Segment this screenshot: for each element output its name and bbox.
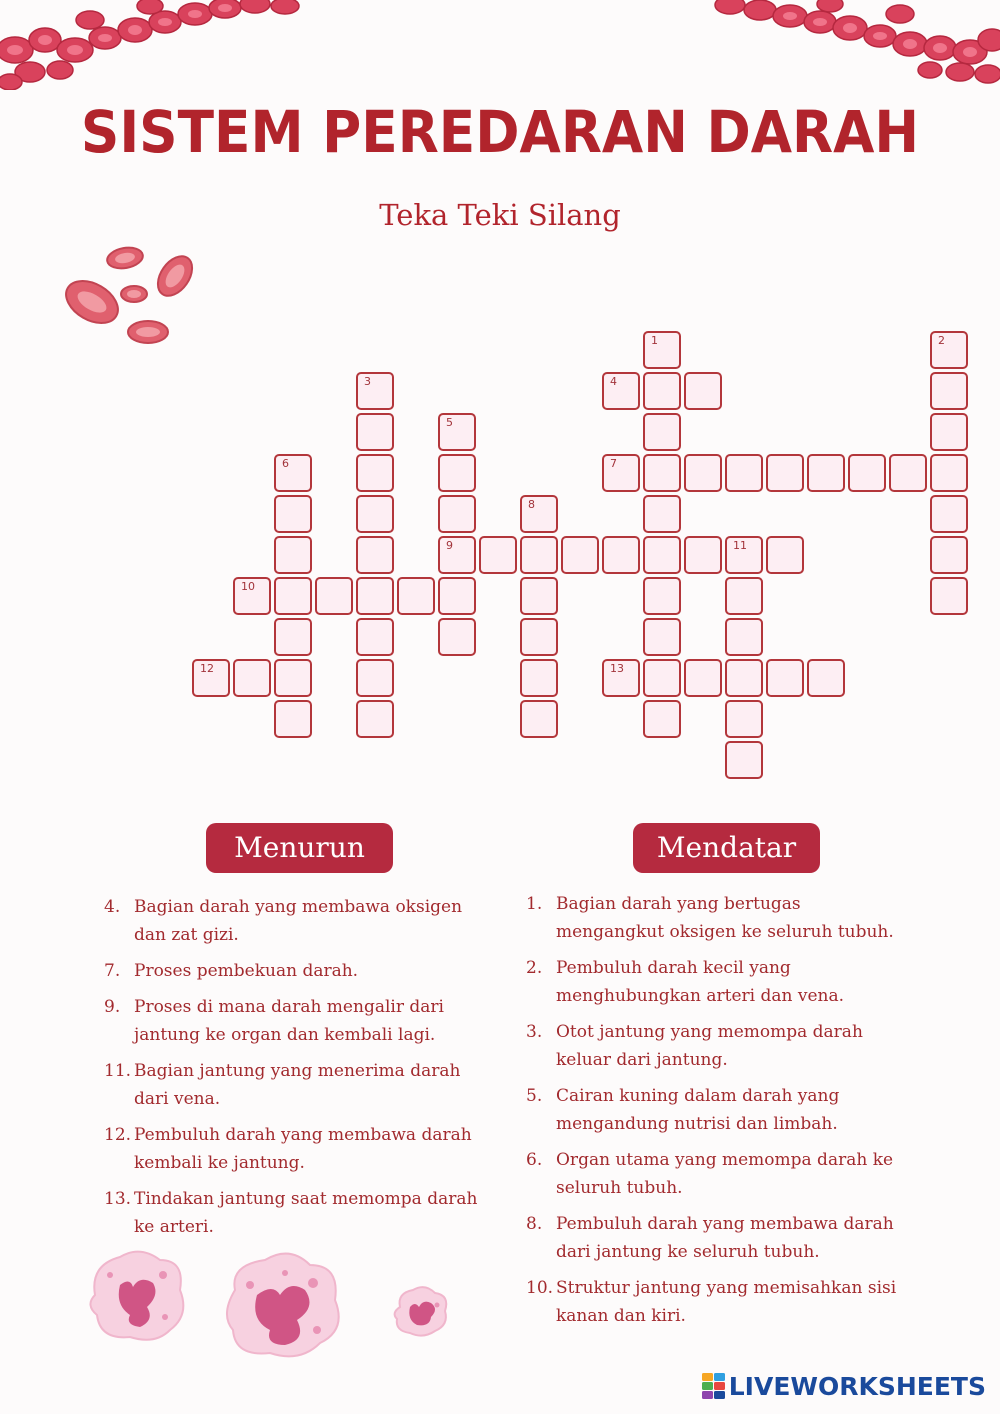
crossword-cell[interactable] bbox=[520, 659, 558, 697]
crossword-cell[interactable] bbox=[520, 495, 558, 533]
mendatar-clue-item bbox=[526, 1274, 906, 1330]
crossword-cell[interactable] bbox=[643, 659, 681, 697]
crossword-cell[interactable] bbox=[930, 372, 968, 410]
crossword-cell-number: 11 bbox=[733, 539, 747, 552]
menurun-clue-item bbox=[104, 957, 494, 985]
crossword-cell[interactable] bbox=[643, 536, 681, 574]
crossword-cell-number: 7 bbox=[610, 457, 617, 470]
clue-number: 7. bbox=[104, 961, 121, 981]
clue-text: Bagian darah yang membawa oksigen dan zat gizi. bbox=[134, 897, 463, 945]
clue-number: 13. bbox=[104, 1189, 132, 1209]
clue-text: Cairan kuning dalam darah yang mengandung nutrisi dan limbah. bbox=[556, 1086, 840, 1134]
menurun-clue-item bbox=[104, 993, 494, 1049]
clue-text: Bagian darah yang bertugas mengangkut oksigen ke seluruh tubuh. bbox=[556, 894, 894, 942]
crossword-cell[interactable] bbox=[602, 536, 640, 574]
clue-number: 6. bbox=[526, 1150, 543, 1170]
clue-text: Tindakan jantung saat memompa darah ke arteri. bbox=[134, 1189, 478, 1237]
crossword-cell[interactable] bbox=[356, 372, 394, 410]
crossword-cell[interactable] bbox=[725, 536, 763, 574]
crossword-cell[interactable] bbox=[520, 618, 558, 656]
crossword-cell[interactable] bbox=[438, 454, 476, 492]
mendatar-clue-item bbox=[526, 1146, 906, 1202]
crossword-cell[interactable] bbox=[479, 536, 517, 574]
page-title: SISTEM PEREDARAN DARAH bbox=[80, 98, 920, 166]
crossword-cell[interactable] bbox=[725, 577, 763, 615]
clue-text: Bagian jantung yang menerima darah dari vena. bbox=[134, 1061, 461, 1109]
crossword-cell[interactable] bbox=[274, 577, 312, 615]
crossword-cell[interactable] bbox=[520, 577, 558, 615]
crossword-cell-number: 1 bbox=[651, 334, 658, 347]
crossword-cell[interactable] bbox=[766, 659, 804, 697]
crossword-cell[interactable] bbox=[643, 577, 681, 615]
liveworksheets-logo bbox=[702, 1370, 986, 1402]
menurun-clue-list bbox=[104, 893, 494, 1249]
crossword-cell-number: 6 bbox=[282, 457, 289, 470]
crossword-cell[interactable] bbox=[274, 700, 312, 738]
crossword-cell[interactable] bbox=[356, 536, 394, 574]
crossword-cell-number: 4 bbox=[610, 375, 617, 388]
clue-text: Struktur jantung yang memisahkan sisi kanan dan kiri. bbox=[556, 1278, 897, 1326]
crossword-cell[interactable] bbox=[274, 536, 312, 574]
crossword-cell-number: 8 bbox=[528, 498, 535, 511]
clue-number: 1. bbox=[526, 894, 543, 914]
crossword-cell[interactable] bbox=[274, 495, 312, 533]
liveworksheets-brand-text: LIVEWORKSHEETS bbox=[728, 1371, 986, 1401]
menurun-clue-item bbox=[104, 1185, 494, 1241]
crossword-cell[interactable] bbox=[561, 536, 599, 574]
crossword-cell[interactable] bbox=[356, 413, 394, 451]
clue-text: Proses di mana darah mengalir dari jantung ke organ dan kembali lagi. bbox=[134, 997, 444, 1045]
mendatar-clue-item bbox=[526, 1210, 906, 1266]
crossword-cell[interactable] bbox=[438, 536, 476, 574]
crossword-cell[interactable] bbox=[930, 536, 968, 574]
page-subtitle: Teka Teki Silang bbox=[379, 198, 621, 232]
crossword-cell[interactable] bbox=[356, 454, 394, 492]
clue-text: Pembuluh darah kecil yang menghubungkan arteri dan vena. bbox=[556, 958, 845, 1006]
crossword-cell[interactable] bbox=[274, 618, 312, 656]
crossword-cell[interactable] bbox=[725, 618, 763, 656]
clue-number: 10. bbox=[526, 1278, 554, 1298]
crossword-cell[interactable] bbox=[602, 372, 640, 410]
crossword-cell-number: 3 bbox=[364, 375, 371, 388]
crossword-cell[interactable] bbox=[848, 454, 886, 492]
clue-number: 2. bbox=[526, 958, 543, 978]
crossword-cell[interactable] bbox=[766, 454, 804, 492]
crossword-cell[interactable] bbox=[438, 413, 476, 451]
mendatar-header: Mendatar bbox=[633, 823, 820, 873]
crossword-cell[interactable] bbox=[725, 659, 763, 697]
clue-text: Pembuluh darah yang membawa darah dari jantung ke seluruh tubuh. bbox=[556, 1214, 894, 1262]
clue-number: 9. bbox=[104, 997, 121, 1017]
white-blood-cells-illustration bbox=[85, 1245, 455, 1375]
menurun-clue-item bbox=[104, 893, 494, 949]
crossword-cell[interactable] bbox=[356, 618, 394, 656]
crossword-cell[interactable] bbox=[643, 700, 681, 738]
crossword-cell-number: 2 bbox=[938, 334, 945, 347]
crossword-cell[interactable] bbox=[643, 413, 681, 451]
crossword-cell[interactable] bbox=[356, 659, 394, 697]
crossword-cell-number: 5 bbox=[446, 416, 453, 429]
crossword-cell[interactable] bbox=[602, 659, 640, 697]
crossword-cell[interactable] bbox=[684, 454, 722, 492]
clue-number: 11. bbox=[104, 1061, 132, 1081]
crossword-cell[interactable] bbox=[233, 659, 271, 697]
crossword-cell[interactable] bbox=[684, 536, 722, 574]
clue-text: Pembuluh darah yang membawa darah kembali ke jantung. bbox=[134, 1125, 472, 1173]
crossword-cell-number: 10 bbox=[241, 580, 255, 593]
crossword-cell[interactable] bbox=[520, 700, 558, 738]
clue-number: 3. bbox=[526, 1022, 543, 1042]
crossword-cell[interactable] bbox=[438, 495, 476, 533]
liveworksheets-mark-icon bbox=[702, 1373, 726, 1399]
crossword-cell[interactable] bbox=[930, 413, 968, 451]
mendatar-clue-item bbox=[526, 954, 906, 1010]
crossword-cell[interactable] bbox=[643, 495, 681, 533]
crossword-cell[interactable] bbox=[602, 454, 640, 492]
clue-text: Organ utama yang memompa darah ke seluruh tubuh. bbox=[556, 1150, 894, 1198]
crossword-cell[interactable] bbox=[438, 577, 476, 615]
crossword-cell-number: 13 bbox=[610, 662, 624, 675]
crossword-cell[interactable] bbox=[725, 454, 763, 492]
crossword-cell[interactable] bbox=[643, 372, 681, 410]
crossword-cell[interactable] bbox=[807, 659, 845, 697]
crossword-cell[interactable] bbox=[438, 618, 476, 656]
clue-number: 8. bbox=[526, 1214, 543, 1234]
clue-number: 4. bbox=[104, 897, 121, 917]
mendatar-clue-item bbox=[526, 1082, 906, 1138]
crossword-cell[interactable] bbox=[356, 495, 394, 533]
crossword-cell[interactable] bbox=[930, 495, 968, 533]
crossword-cell[interactable] bbox=[889, 454, 927, 492]
crossword-cell[interactable] bbox=[766, 536, 804, 574]
clue-number: 5. bbox=[526, 1086, 543, 1106]
mendatar-clue-item bbox=[526, 890, 906, 946]
menurun-clue-item bbox=[104, 1057, 494, 1113]
crossword-cell-number: 9 bbox=[446, 539, 453, 552]
crossword-cell[interactable] bbox=[274, 659, 312, 697]
crossword-cell[interactable] bbox=[233, 577, 271, 615]
crossword-cell[interactable] bbox=[684, 659, 722, 697]
clue-text: Proses pembekuan darah. bbox=[134, 961, 359, 981]
crossword-cell[interactable] bbox=[192, 659, 230, 697]
crossword-cell[interactable] bbox=[643, 618, 681, 656]
crossword-cell[interactable] bbox=[643, 331, 681, 369]
menurun-clue-item bbox=[104, 1121, 494, 1177]
crossword-cell[interactable] bbox=[725, 700, 763, 738]
crossword-cell[interactable] bbox=[397, 577, 435, 615]
clue-text: Otot jantung yang memompa darah keluar dari jantung. bbox=[556, 1022, 863, 1070]
clue-number: 12. bbox=[104, 1125, 132, 1145]
crossword-cell-number: 12 bbox=[200, 662, 214, 675]
crossword-cell[interactable] bbox=[930, 331, 968, 369]
crossword-cell[interactable] bbox=[684, 372, 722, 410]
crossword-cell[interactable] bbox=[520, 536, 558, 574]
crossword-cell[interactable] bbox=[643, 454, 681, 492]
crossword-cell[interactable] bbox=[725, 741, 763, 779]
crossword-cell[interactable] bbox=[930, 454, 968, 492]
menurun-header: Menurun bbox=[206, 823, 393, 873]
mendatar-clue-item bbox=[526, 1018, 906, 1074]
crossword-cell[interactable] bbox=[807, 454, 845, 492]
mendatar-clue-list bbox=[526, 890, 906, 1338]
crossword-cell[interactable] bbox=[356, 700, 394, 738]
crossword-cell[interactable] bbox=[356, 577, 394, 615]
crossword-cell[interactable] bbox=[930, 577, 968, 615]
crossword-cell[interactable] bbox=[315, 577, 353, 615]
crossword-cell[interactable] bbox=[274, 454, 312, 492]
